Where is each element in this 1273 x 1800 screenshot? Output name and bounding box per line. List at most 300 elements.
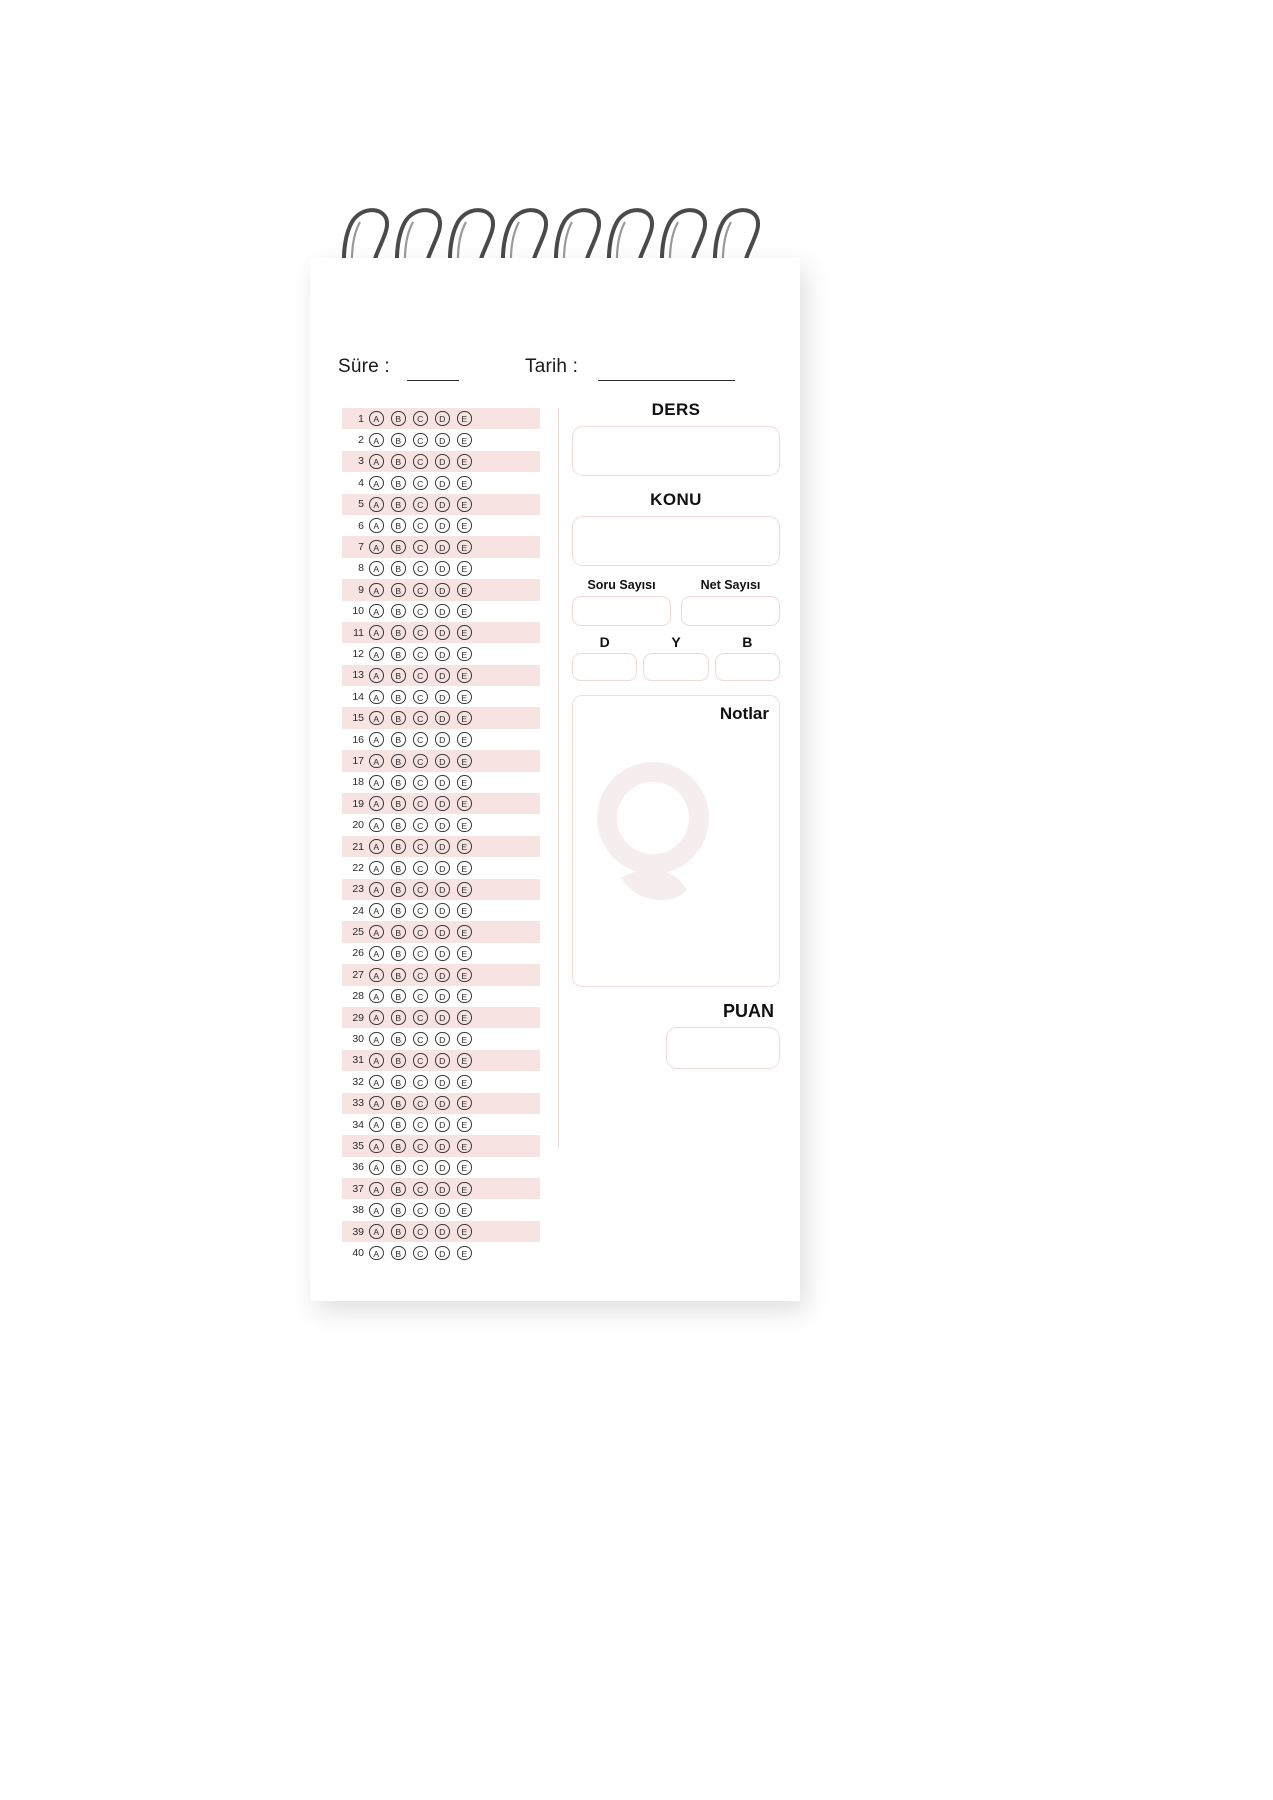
- dogru-label: D: [599, 634, 610, 650]
- answer-bubble-d[interactable]: D: [435, 1010, 450, 1025]
- answer-bubble-b[interactable]: B: [391, 454, 406, 469]
- answer-bubble-c[interactable]: C: [413, 668, 428, 683]
- answer-bubble-c[interactable]: C: [413, 1203, 428, 1218]
- answer-bubble-e[interactable]: E: [457, 796, 472, 811]
- answer-bubble-e[interactable]: E: [457, 1075, 472, 1090]
- answer-bubble-a[interactable]: A: [369, 540, 384, 555]
- answer-row-number: 32: [352, 1075, 364, 1088]
- answer-bubble-e[interactable]: E: [457, 583, 472, 598]
- answer-bubble-c[interactable]: C: [413, 796, 428, 811]
- bos-group: [715, 634, 780, 681]
- answer-row-number: 4: [358, 476, 364, 489]
- answer-bubble-a[interactable]: A: [369, 925, 384, 940]
- answer-row[interactable]: [342, 536, 540, 557]
- answer-bubble-c[interactable]: C: [413, 625, 428, 640]
- answer-bubble-c[interactable]: C: [413, 1117, 428, 1132]
- answer-bubble-d[interactable]: D: [435, 561, 450, 576]
- answer-row-number: 15: [352, 712, 364, 725]
- konu-title: KONU: [650, 490, 702, 509]
- answer-bubble-c[interactable]: C: [413, 647, 428, 662]
- answer-bubble-e[interactable]: E: [457, 411, 472, 426]
- right-column: [572, 400, 780, 1069]
- answer-bubble-c[interactable]: C: [413, 540, 428, 555]
- answer-bubble-e[interactable]: E: [457, 818, 472, 833]
- answer-bubble-b[interactable]: B: [391, 1032, 406, 1047]
- answer-bubble-c[interactable]: C: [413, 946, 428, 961]
- answer-bubble-b[interactable]: B: [391, 1246, 406, 1261]
- answer-bubble-e[interactable]: E: [457, 518, 472, 533]
- answer-row[interactable]: [342, 814, 540, 835]
- answer-bubble-b[interactable]: B: [391, 647, 406, 662]
- answer-bubble-e[interactable]: E: [457, 604, 472, 619]
- answer-bubble-a[interactable]: A: [369, 946, 384, 961]
- answer-bubble-c[interactable]: C: [413, 754, 428, 769]
- answer-bubble-c[interactable]: C: [413, 518, 428, 533]
- answer-bubble-a[interactable]: A: [369, 497, 384, 512]
- answer-bubble-a[interactable]: A: [369, 433, 384, 448]
- answer-bubble-d[interactable]: D: [435, 647, 450, 662]
- bos-input-box[interactable]: [715, 653, 780, 681]
- answer-bubble-d[interactable]: D: [435, 1182, 450, 1197]
- answer-bubble-c[interactable]: C: [413, 818, 428, 833]
- answer-row-number: 12: [352, 647, 364, 660]
- answer-bubble-a[interactable]: A: [369, 1203, 384, 1218]
- answer-row[interactable]: [342, 772, 540, 793]
- answer-row[interactable]: [342, 1050, 540, 1071]
- answer-bubble-a[interactable]: A: [369, 1160, 384, 1175]
- answer-bubble-d[interactable]: D: [435, 1160, 450, 1175]
- answer-bubble-d[interactable]: D: [435, 882, 450, 897]
- answer-bubble-d[interactable]: D: [435, 968, 450, 983]
- answer-bubble-c[interactable]: C: [413, 1010, 428, 1025]
- answer-bubble-b[interactable]: B: [391, 861, 406, 876]
- yanlis-input-box[interactable]: [643, 653, 708, 681]
- answer-bubble-c[interactable]: C: [413, 497, 428, 512]
- answer-bubble-c[interactable]: C: [413, 561, 428, 576]
- answer-bubble-a[interactable]: A: [369, 732, 384, 747]
- net-sayisi-input-box[interactable]: [681, 596, 780, 626]
- answer-bubble-b[interactable]: B: [391, 668, 406, 683]
- answer-bubble-d[interactable]: D: [435, 1246, 450, 1261]
- answer-bubble-c[interactable]: C: [413, 775, 428, 790]
- answer-bubble-e[interactable]: E: [457, 647, 472, 662]
- answer-bubble-b[interactable]: B: [391, 732, 406, 747]
- answer-bubble-e[interactable]: E: [457, 925, 472, 940]
- answer-bubble-e[interactable]: E: [457, 861, 472, 876]
- answer-bubble-b[interactable]: B: [391, 497, 406, 512]
- answer-bubble-b[interactable]: B: [391, 604, 406, 619]
- answer-bubble-c[interactable]: C: [413, 839, 428, 854]
- answer-row-number: 17: [352, 754, 364, 767]
- answer-bubble-c[interactable]: C: [413, 1139, 428, 1154]
- net-sayisi-title: Net Sayısı: [700, 578, 761, 592]
- answer-bubble-a[interactable]: A: [369, 583, 384, 598]
- answer-row[interactable]: [342, 1242, 540, 1263]
- answer-row[interactable]: [342, 494, 540, 515]
- answer-row[interactable]: [342, 964, 540, 985]
- answer-row-number: 8: [358, 562, 364, 575]
- answer-bubble-d[interactable]: D: [435, 540, 450, 555]
- answer-bubble-e[interactable]: E: [457, 903, 472, 918]
- answer-bubble-e[interactable]: E: [457, 625, 472, 640]
- dyb-row: [572, 634, 780, 681]
- answer-row[interactable]: [342, 408, 540, 429]
- answer-bubble-d[interactable]: D: [435, 925, 450, 940]
- answer-bubble-c[interactable]: C: [413, 711, 428, 726]
- answer-bubble-c[interactable]: C: [413, 903, 428, 918]
- answer-bubble-b[interactable]: B: [391, 882, 406, 897]
- answer-row-number: 30: [352, 1033, 364, 1046]
- answer-bubble-d[interactable]: D: [435, 1117, 450, 1132]
- answer-row-number: 10: [352, 605, 364, 618]
- tarih-label: Tarih :: [525, 356, 579, 377]
- answer-row-number: 29: [352, 1011, 364, 1024]
- answer-row-number: 33: [352, 1097, 364, 1110]
- answer-bubble-b[interactable]: B: [391, 925, 406, 940]
- yanlis-group: [643, 634, 708, 681]
- dogru-group: [572, 634, 637, 681]
- answer-bubble-c[interactable]: C: [413, 861, 428, 876]
- answer-bubble-a[interactable]: A: [369, 604, 384, 619]
- answer-sheet[interactable]: [342, 408, 540, 1264]
- answer-row[interactable]: [342, 900, 540, 921]
- tarih-input-line[interactable]: [598, 380, 735, 381]
- answer-row-number: 24: [352, 904, 364, 917]
- answer-bubble-a[interactable]: A: [369, 1010, 384, 1025]
- answer-row[interactable]: [342, 1178, 540, 1199]
- answer-row-number: 2: [358, 434, 364, 447]
- answer-row-number: 18: [352, 776, 364, 789]
- answer-bubble-c[interactable]: C: [413, 1182, 428, 1197]
- answer-bubble-d[interactable]: D: [435, 861, 450, 876]
- answer-bubble-b[interactable]: B: [391, 1160, 406, 1175]
- answer-bubble-c[interactable]: C: [413, 583, 428, 598]
- answer-bubble-d[interactable]: D: [435, 497, 450, 512]
- answer-row[interactable]: [342, 451, 540, 472]
- answer-bubble-b[interactable]: B: [391, 903, 406, 918]
- notepad-page: [310, 258, 800, 1301]
- answer-bubble-a[interactable]: A: [369, 1032, 384, 1047]
- answer-bubble-d[interactable]: D: [435, 711, 450, 726]
- answer-bubble-d[interactable]: D: [435, 625, 450, 640]
- answer-bubble-b[interactable]: B: [391, 411, 406, 426]
- answer-bubble-c[interactable]: C: [413, 968, 428, 983]
- answer-row-number: 20: [352, 819, 364, 832]
- answer-bubble-e[interactable]: E: [457, 540, 472, 555]
- answer-bubble-e[interactable]: E: [457, 839, 472, 854]
- answer-row[interactable]: [342, 579, 540, 600]
- answer-row[interactable]: [342, 1221, 540, 1242]
- answer-row-number: 31: [352, 1054, 364, 1067]
- answer-bubble-e[interactable]: E: [457, 476, 472, 491]
- answer-row[interactable]: [342, 986, 540, 1007]
- answer-bubble-a[interactable]: A: [369, 411, 384, 426]
- answer-bubble-b[interactable]: B: [391, 540, 406, 555]
- answer-bubble-d[interactable]: D: [435, 1053, 450, 1068]
- soru-sayisi-title: Soru Sayısı: [587, 578, 656, 592]
- answer-bubble-e[interactable]: E: [457, 1160, 472, 1175]
- answer-bubble-d[interactable]: D: [435, 668, 450, 683]
- answer-row[interactable]: [342, 1093, 540, 1114]
- answer-row-number: 23: [352, 883, 364, 896]
- answer-bubble-b[interactable]: B: [391, 818, 406, 833]
- answer-bubble-b[interactable]: B: [391, 690, 406, 705]
- answer-bubble-d[interactable]: D: [435, 690, 450, 705]
- answer-bubble-b[interactable]: B: [391, 839, 406, 854]
- answer-bubble-d[interactable]: D: [435, 903, 450, 918]
- answer-bubble-a[interactable]: A: [369, 1096, 384, 1111]
- answer-bubble-a[interactable]: A: [369, 690, 384, 705]
- answer-row[interactable]: [342, 686, 540, 707]
- answer-bubble-a[interactable]: A: [369, 968, 384, 983]
- answer-row-number: 40: [352, 1246, 364, 1259]
- puan-input-box[interactable]: [666, 1027, 780, 1069]
- answer-row[interactable]: [342, 750, 540, 771]
- sure-label: Süre :: [338, 356, 390, 377]
- answer-bubble-b[interactable]: B: [391, 968, 406, 983]
- answer-bubble-b[interactable]: B: [391, 1224, 406, 1239]
- answer-bubble-d[interactable]: D: [435, 411, 450, 426]
- answer-bubble-a[interactable]: A: [369, 903, 384, 918]
- answer-bubble-b[interactable]: B: [391, 1053, 406, 1068]
- answer-bubble-b[interactable]: B: [391, 433, 406, 448]
- answer-bubble-a[interactable]: A: [369, 796, 384, 811]
- puan-title: PUAN: [722, 1001, 774, 1021]
- answer-bubble-a[interactable]: A: [369, 882, 384, 897]
- answer-bubble-a[interactable]: A: [369, 711, 384, 726]
- answer-bubble-d[interactable]: D: [435, 518, 450, 533]
- answer-bubble-b[interactable]: B: [391, 625, 406, 640]
- answer-bubble-b[interactable]: B: [391, 583, 406, 598]
- answer-row[interactable]: [342, 1114, 540, 1135]
- answer-bubble-e[interactable]: E: [457, 882, 472, 897]
- answer-row[interactable]: [342, 515, 540, 536]
- answer-bubble-b[interactable]: B: [391, 1182, 406, 1197]
- answer-bubble-b[interactable]: B: [391, 476, 406, 491]
- konu-input-box[interactable]: [572, 516, 780, 566]
- answer-bubble-b[interactable]: B: [391, 1203, 406, 1218]
- answer-row-number: 6: [358, 519, 364, 532]
- answer-bubble-c[interactable]: C: [413, 1053, 428, 1068]
- answer-bubble-c[interactable]: C: [413, 989, 428, 1004]
- answer-bubble-e[interactable]: E: [457, 946, 472, 961]
- answer-bubble-e[interactable]: E: [457, 754, 472, 769]
- answer-row[interactable]: [342, 1157, 540, 1178]
- answer-bubble-c[interactable]: C: [413, 476, 428, 491]
- answer-bubble-a[interactable]: A: [369, 1246, 384, 1261]
- answer-bubble-d[interactable]: D: [435, 1139, 450, 1154]
- answer-row[interactable]: [342, 943, 540, 964]
- answer-row[interactable]: [342, 921, 540, 942]
- answer-bubble-b[interactable]: B: [391, 1117, 406, 1132]
- answer-bubble-b[interactable]: B: [391, 946, 406, 961]
- answer-row[interactable]: [342, 879, 540, 900]
- answer-row-number: 39: [352, 1225, 364, 1238]
- answer-row[interactable]: [342, 601, 540, 622]
- answer-bubble-c[interactable]: C: [413, 1096, 428, 1111]
- answer-bubble-b[interactable]: B: [391, 711, 406, 726]
- answer-row[interactable]: [342, 857, 540, 878]
- answer-bubble-d[interactable]: D: [435, 1096, 450, 1111]
- answer-bubble-d[interactable]: D: [435, 476, 450, 491]
- answer-bubble-e[interactable]: E: [457, 690, 472, 705]
- answer-bubble-e[interactable]: E: [457, 1246, 472, 1261]
- answer-row[interactable]: [342, 1028, 540, 1049]
- brand-watermark-icon: [591, 760, 731, 930]
- answer-bubble-e[interactable]: E: [457, 497, 472, 512]
- answer-bubble-a[interactable]: A: [369, 1117, 384, 1132]
- answer-row-number: 27: [352, 968, 364, 981]
- answer-row-number: 38: [352, 1204, 364, 1217]
- soru-sayisi-input-box[interactable]: [572, 596, 671, 626]
- answer-row[interactable]: [342, 1135, 540, 1156]
- header-fields: [310, 356, 800, 390]
- answer-bubble-d[interactable]: D: [435, 775, 450, 790]
- answer-bubble-a[interactable]: A: [369, 1139, 384, 1154]
- answer-bubble-d[interactable]: D: [435, 754, 450, 769]
- answer-bubble-e[interactable]: E: [457, 561, 472, 576]
- ders-input-box[interactable]: [572, 426, 780, 476]
- answer-bubble-c[interactable]: C: [413, 882, 428, 897]
- answer-row[interactable]: [342, 429, 540, 450]
- answer-bubble-e[interactable]: E: [457, 1203, 472, 1218]
- bos-label: B: [742, 634, 753, 650]
- answer-row-number: 19: [352, 797, 364, 810]
- answer-bubble-b[interactable]: B: [391, 989, 406, 1004]
- answer-bubble-d[interactable]: D: [435, 732, 450, 747]
- answer-bubble-d[interactable]: D: [435, 454, 450, 469]
- notlar-title: Notlar: [719, 704, 769, 723]
- answer-bubble-c[interactable]: C: [413, 1075, 428, 1090]
- counts-row: [572, 578, 780, 626]
- answer-bubble-e[interactable]: E: [457, 1182, 472, 1197]
- answer-bubble-d[interactable]: D: [435, 1032, 450, 1047]
- answer-bubble-a[interactable]: A: [369, 818, 384, 833]
- answer-row[interactable]: [342, 1071, 540, 1092]
- answer-row-number: 21: [352, 840, 364, 853]
- answer-bubble-c[interactable]: C: [413, 1160, 428, 1175]
- answer-bubble-e[interactable]: E: [457, 732, 472, 747]
- answer-bubble-a[interactable]: A: [369, 647, 384, 662]
- answer-bubble-c[interactable]: C: [413, 1246, 428, 1261]
- answer-row-number: 28: [352, 990, 364, 1003]
- answer-row[interactable]: [342, 558, 540, 579]
- answer-row[interactable]: [342, 729, 540, 750]
- answer-bubble-d[interactable]: D: [435, 796, 450, 811]
- answer-bubble-c[interactable]: C: [413, 433, 428, 448]
- answer-bubble-c[interactable]: C: [413, 604, 428, 619]
- answer-bubble-b[interactable]: B: [391, 1075, 406, 1090]
- answer-bubble-e[interactable]: E: [457, 668, 472, 683]
- answer-bubble-d[interactable]: D: [435, 1224, 450, 1239]
- answer-bubble-a[interactable]: A: [369, 1053, 384, 1068]
- answer-bubble-a[interactable]: A: [369, 476, 384, 491]
- answer-bubble-b[interactable]: B: [391, 796, 406, 811]
- ders-title: DERS: [651, 400, 701, 419]
- answer-bubble-e[interactable]: E: [457, 1224, 472, 1239]
- answer-bubble-c[interactable]: C: [413, 454, 428, 469]
- answer-bubble-a[interactable]: A: [369, 518, 384, 533]
- answer-row[interactable]: [342, 622, 540, 643]
- answer-row[interactable]: [342, 1007, 540, 1028]
- answer-bubble-d[interactable]: D: [435, 1203, 450, 1218]
- answer-bubble-c[interactable]: C: [413, 690, 428, 705]
- answer-bubble-a[interactable]: A: [369, 754, 384, 769]
- answer-bubble-e[interactable]: E: [457, 1117, 472, 1132]
- answer-bubble-b[interactable]: B: [391, 1096, 406, 1111]
- answer-row-number: 16: [352, 733, 364, 746]
- answer-bubble-e[interactable]: E: [457, 1096, 472, 1111]
- answer-bubble-a[interactable]: A: [369, 1182, 384, 1197]
- answer-bubble-a[interactable]: A: [369, 989, 384, 1004]
- answer-bubble-e[interactable]: E: [457, 433, 472, 448]
- answer-bubble-a[interactable]: A: [369, 861, 384, 876]
- notlar-box[interactable]: [572, 695, 780, 987]
- answer-bubble-b[interactable]: B: [391, 561, 406, 576]
- answer-row[interactable]: [342, 472, 540, 493]
- answer-bubble-d[interactable]: D: [435, 1075, 450, 1090]
- sure-input-line[interactable]: [407, 380, 459, 381]
- answer-bubble-e[interactable]: E: [457, 989, 472, 1004]
- answer-bubble-c[interactable]: C: [413, 1032, 428, 1047]
- answer-bubble-a[interactable]: A: [369, 668, 384, 683]
- answer-bubble-c[interactable]: C: [413, 732, 428, 747]
- answer-bubble-e[interactable]: E: [457, 1053, 472, 1068]
- answer-bubble-e[interactable]: E: [457, 1010, 472, 1025]
- answer-bubble-e[interactable]: E: [457, 775, 472, 790]
- answer-bubble-b[interactable]: B: [391, 775, 406, 790]
- answer-bubble-b[interactable]: B: [391, 518, 406, 533]
- answer-bubble-e[interactable]: E: [457, 454, 472, 469]
- answer-bubble-c[interactable]: C: [413, 925, 428, 940]
- answer-row[interactable]: [342, 707, 540, 728]
- answer-bubble-d[interactable]: D: [435, 433, 450, 448]
- answer-row[interactable]: [342, 1199, 540, 1220]
- answer-bubble-d[interactable]: D: [435, 989, 450, 1004]
- answer-bubble-b[interactable]: B: [391, 1139, 406, 1154]
- answer-row[interactable]: [342, 643, 540, 664]
- answer-row-number: 1: [358, 412, 364, 425]
- answer-bubble-a[interactable]: A: [369, 839, 384, 854]
- answer-bubble-a[interactable]: A: [369, 625, 384, 640]
- answer-bubble-d[interactable]: D: [435, 818, 450, 833]
- answer-bubble-a[interactable]: A: [369, 561, 384, 576]
- answer-bubble-d[interactable]: D: [435, 946, 450, 961]
- answer-row-number: 35: [352, 1139, 364, 1152]
- answer-bubble-c[interactable]: C: [413, 411, 428, 426]
- dogru-input-box[interactable]: [572, 653, 637, 681]
- answer-bubble-a[interactable]: A: [369, 454, 384, 469]
- answer-bubble-d[interactable]: D: [435, 839, 450, 854]
- answer-row[interactable]: [342, 836, 540, 857]
- answer-bubble-a[interactable]: A: [369, 775, 384, 790]
- answer-bubble-e[interactable]: E: [457, 1032, 472, 1047]
- answer-row[interactable]: [342, 665, 540, 686]
- answer-bubble-d[interactable]: D: [435, 604, 450, 619]
- answer-bubble-a[interactable]: A: [369, 1075, 384, 1090]
- answer-bubble-b[interactable]: B: [391, 754, 406, 769]
- answer-row-number: 37: [352, 1182, 364, 1195]
- answer-bubble-e[interactable]: E: [457, 1139, 472, 1154]
- answer-bubble-d[interactable]: D: [435, 583, 450, 598]
- answer-bubble-a[interactable]: A: [369, 1224, 384, 1239]
- answer-bubble-e[interactable]: E: [457, 968, 472, 983]
- answer-bubble-e[interactable]: E: [457, 711, 472, 726]
- answer-row[interactable]: [342, 793, 540, 814]
- answer-row-number: 14: [352, 690, 364, 703]
- answer-bubble-c[interactable]: C: [413, 1224, 428, 1239]
- answer-bubble-b[interactable]: B: [391, 1010, 406, 1025]
